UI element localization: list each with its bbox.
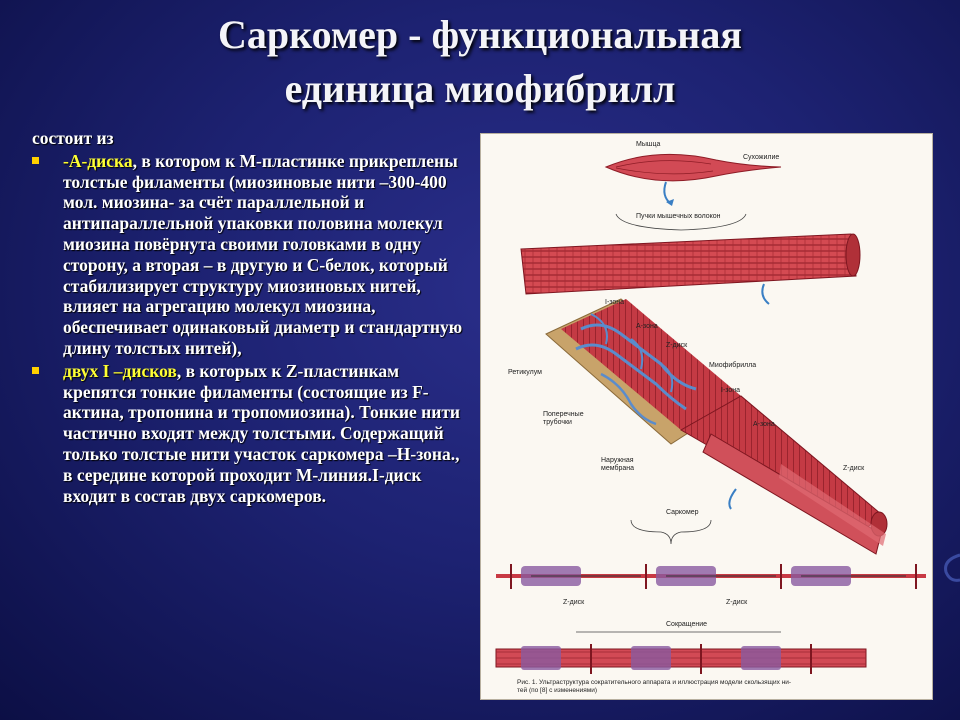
label-z-disk-2: Z-диск: [843, 465, 865, 472]
label-membrane-1: Наружная: [601, 457, 634, 464]
bullet-square-icon: [32, 367, 39, 374]
label-myofibril: Миофибрилла: [709, 362, 757, 369]
illustration-svg: [481, 134, 932, 699]
label-z-disk-right: Z-диск: [726, 599, 748, 606]
sarcomere-row-contracted: [496, 644, 866, 674]
myofibril-bundle: [546, 299, 887, 554]
label-bundles: Пучки мышечных волокон: [636, 213, 721, 220]
a-disk-text: , в котором к М-пластинке прикреплены толстые филаменты (миозиновые нити –300-400 мол. миозина- за счёт параллельной и антипараллельной упаковки половина молекул миозина повёрнута своими головками в одну сторону, а вторая – в другую и С-белок, который стабилизирует структуру миозиновых нитей, влияет на агрегацию молекул миозина, обеспечивает одинаковый диаметр и стандартную длину толстых нитей),: [63, 150, 463, 358]
label-sarcomere: Саркомер: [666, 509, 699, 516]
intro-text: состоит из: [32, 128, 114, 148]
slide-title-line-1: Саркомер - функциональная: [217, 12, 742, 57]
slide-title: [0, 8, 960, 116]
label-a-zone: А-зона: [636, 323, 658, 330]
i-disk-highlight: двух I –дисков: [63, 360, 177, 381]
fiber-bundle: [521, 234, 860, 294]
label-t-tubules-1: Поперечные: [543, 411, 584, 418]
slide-body: [30, 128, 470, 508]
label-t-tubules-2: трубочки: [543, 419, 572, 426]
bullet-item-i-disks: [30, 361, 470, 507]
label-contraction: Сокращение: [666, 621, 708, 628]
arrow-icon: [762, 284, 769, 304]
sarcomere-row-relaxed: [496, 564, 926, 589]
sarcomere-illustration: [480, 133, 933, 700]
label-muscle: Мышца: [636, 141, 661, 148]
bullet-square-icon: [32, 157, 39, 164]
slide-title-line-2: единица миофибрилл: [284, 66, 676, 111]
i-disk-text: , в которых к Z-пластинкам крепятся тонкие филаменты (состоящие из F-актина, тропонина и тропомиозина). Тонкие нити частично входят между толстыми. Содержащий только толстые нити участок саркомера –Н-зона., в середине которой проходит М-линия.I-диск входит в состав двух саркомеров.: [63, 360, 460, 506]
swirl-decoration-icon: [938, 550, 960, 590]
label-reticulum: Ретикулум: [508, 369, 542, 376]
figure-caption-1: Рис. 1. Ультраструктура сократительного аппарата и иллюстрация модели скользящих ни-: [517, 679, 792, 686]
a-disk-highlight: -А-диска: [63, 150, 133, 171]
label-a-zone-2: А-зона: [753, 421, 775, 428]
label-z-disk: Z-диск: [666, 342, 688, 349]
label-fascia: Сухожилие: [743, 154, 780, 161]
label-i-zone-2: I-зона: [721, 387, 741, 394]
label-i-zone: I-зона: [605, 299, 625, 306]
label-membrane-2: мембрана: [601, 465, 634, 472]
bullet-item-a-disk: [30, 151, 470, 359]
figure-caption-2: тей (по [8] с изменениями): [517, 687, 598, 694]
label-z-disk-left: Z-диск: [563, 599, 585, 606]
arrow-icon: [729, 489, 736, 509]
